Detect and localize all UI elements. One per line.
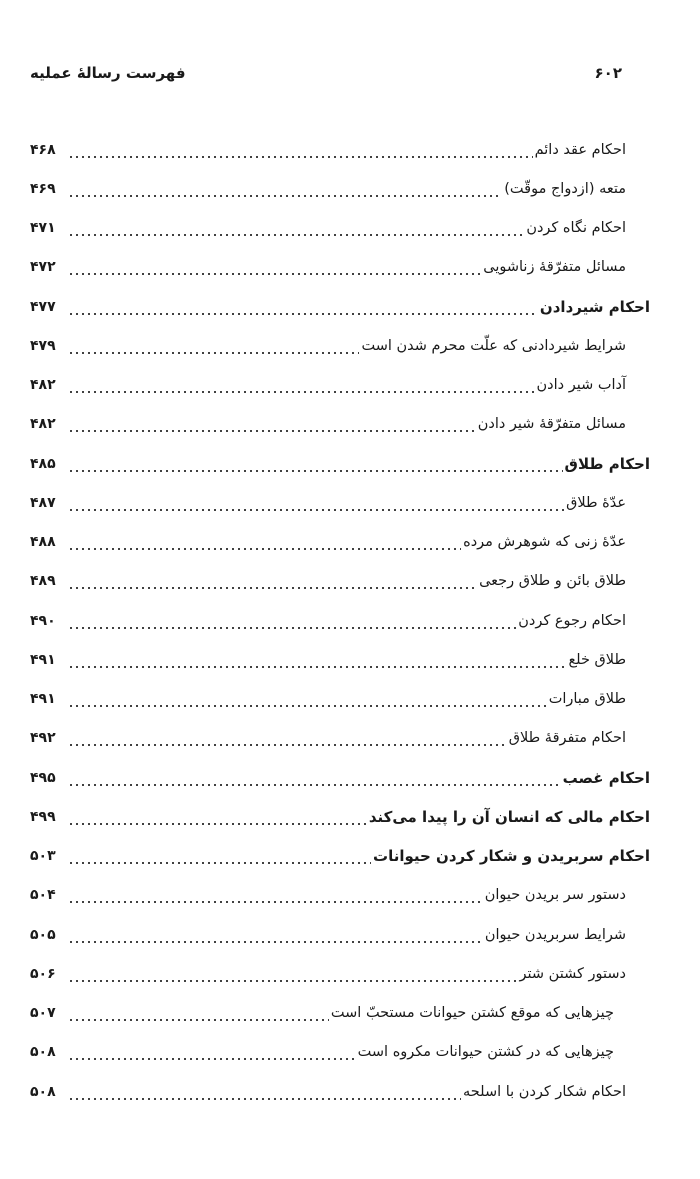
toc-entry-page: ۴۷۲: [30, 259, 56, 276]
dot-leader: [68, 1008, 329, 1022]
dot-leader: [68, 655, 566, 669]
dot-leader: [68, 184, 502, 198]
dot-leader: [68, 262, 481, 276]
dot-leader: [68, 694, 547, 708]
toc-entry-page: ۴۹۹: [30, 808, 56, 825]
toc-entry[interactable]: [30, 994, 650, 1033]
toc-entry-title: احکام شکار کردن با اسلحه: [463, 1083, 626, 1100]
dot-leader: [68, 733, 507, 747]
toc-entry-title: احکام عقد دائم: [534, 141, 626, 158]
toc-entry[interactable]: [30, 601, 650, 640]
dot-leader: [68, 223, 524, 237]
dot-leader: [68, 498, 564, 512]
toc-entry[interactable]: [30, 523, 650, 562]
toc-entry[interactable]: [30, 405, 650, 444]
dot-leader: [68, 1047, 356, 1061]
toc-entry-title: احکام غصب: [562, 768, 650, 787]
toc-entry-page: ۴۹۲: [30, 730, 56, 747]
running-title: فهرست رسالهٔ عملیه: [30, 64, 186, 82]
toc-entry-page: ۴۸۲: [30, 416, 56, 433]
toc-entry-page: ۵۰۵: [30, 926, 56, 943]
toc-entry[interactable]: [30, 248, 650, 287]
toc-entry[interactable]: [30, 562, 650, 601]
toc-entry-page: ۵۰۴: [30, 887, 56, 904]
dot-leader: [68, 302, 538, 316]
toc-entry-title: احکام نگاه کردن: [526, 220, 626, 237]
toc-entry-title: احکام شیردادن: [539, 297, 650, 316]
toc-entry-page: ۴۷۱: [30, 220, 56, 237]
dot-leader: [68, 145, 533, 159]
dot-leader: [68, 419, 476, 433]
toc-entry-page: ۴۷۹: [30, 337, 56, 354]
toc-entry-title: طلاق مبارات: [548, 691, 626, 708]
toc-entry-title: آداب شیر دادن: [536, 377, 626, 394]
toc-entry[interactable]: [30, 954, 650, 993]
toc-entry-title: متعه (ازدواج موقّت): [504, 180, 626, 197]
toc-entry[interactable]: [30, 915, 650, 954]
dot-leader: [68, 576, 477, 590]
toc-entry-title: احکام متفرقهٔ طلاق: [508, 730, 626, 747]
toc-entry-title: چیزهایی که در کشتن حیوانات مکروه است: [357, 1044, 614, 1061]
toc-entry[interactable]: [30, 483, 650, 522]
toc-entry[interactable]: [30, 209, 650, 248]
toc-entry-title: دستور سر بریدن حیوان: [484, 887, 626, 904]
toc-entry-page: ۴۸۵: [30, 455, 56, 472]
dot-leader: [68, 1087, 461, 1101]
toc-entry[interactable]: [30, 758, 650, 797]
toc-entry-page: ۴۹۰: [30, 612, 56, 629]
toc-entry-title: شرایط سربریدن حیوان: [484, 926, 626, 943]
toc-entry-page: ۵۰۸: [30, 1083, 56, 1100]
toc-entry-page: ۴۹۱: [30, 651, 56, 668]
toc-entry[interactable]: [30, 640, 650, 679]
toc-entry-title: طلاق خلع: [568, 651, 626, 668]
dot-leader: [68, 969, 518, 983]
dot-leader: [68, 380, 535, 394]
toc-entry[interactable]: [30, 797, 650, 836]
toc-entry-title: طلاق بائن و طلاق رجعی: [479, 573, 626, 590]
toc-entry-page: ۴۸۷: [30, 494, 56, 511]
toc-entry[interactable]: [30, 876, 650, 915]
toc-entry-title: احکام رجوع کردن: [518, 612, 626, 629]
toc-entry[interactable]: [30, 444, 650, 483]
toc-entry[interactable]: [30, 366, 650, 405]
dot-leader: [68, 812, 367, 826]
toc-entry-page: ۴۷۷: [30, 298, 56, 315]
toc-entry-page: ۵۰۸: [30, 1044, 56, 1061]
toc-entry[interactable]: [30, 680, 650, 719]
dot-leader: [68, 459, 563, 473]
toc-entry-page: ۵۰۳: [30, 848, 56, 865]
toc-entry-page: ۵۰۷: [30, 1005, 56, 1022]
toc-entry[interactable]: [30, 130, 650, 169]
toc-entry-page: ۴۹۵: [30, 769, 56, 786]
toc-entry-title: عدّهٔ زنی که شوهرش مرده: [463, 534, 626, 551]
toc-entry[interactable]: [30, 1072, 650, 1111]
dot-leader: [68, 773, 561, 787]
toc-entry-title: مسائل متفرّقهٔ شیر دادن: [477, 416, 626, 433]
toc-entry-title: احکام طلاق: [564, 454, 650, 473]
toc-entry-page: ۴۶۹: [30, 180, 56, 197]
dot-leader: [68, 537, 461, 551]
toc-entry[interactable]: [30, 326, 650, 365]
dot-leader: [68, 890, 483, 904]
toc-entry[interactable]: [30, 1033, 650, 1072]
toc-entry-page: ۴۶۸: [30, 141, 56, 158]
toc-entry-title: احکام مالی که انسان آن را پیدا می‌کند: [368, 807, 650, 826]
toc-entry-page: ۵۰۶: [30, 965, 56, 982]
table-of-contents: [30, 130, 650, 1111]
toc-entry-title: مسائل متفرّقهٔ زناشویی: [483, 259, 626, 276]
dot-leader: [68, 616, 516, 630]
toc-entry[interactable]: [30, 837, 650, 876]
toc-entry[interactable]: [30, 287, 650, 326]
toc-entry-title: عدّهٔ طلاق: [566, 494, 626, 511]
toc-entry[interactable]: [30, 169, 650, 208]
toc-entry-page: ۴۸۹: [30, 573, 56, 590]
dot-leader: [68, 341, 359, 355]
toc-entry-title: دستور کشتن شتر: [519, 965, 626, 982]
toc-entry[interactable]: [30, 719, 650, 758]
toc-entry-title: احکام سربریدن و شکار کردن حیوانات: [373, 847, 650, 866]
dot-leader: [68, 851, 371, 865]
toc-entry-page: ۴۸۲: [30, 377, 56, 394]
toc-entry-title: چیزهایی که موقع کشتن حیوانات مستحبّ است: [330, 1005, 614, 1022]
toc-entry-title: شرایط شیردادنی که علّت محرم شدن است: [361, 337, 626, 354]
page-header: [30, 58, 652, 88]
toc-entry-page: ۴۹۱: [30, 691, 56, 708]
page-number: ۶۰۲: [594, 64, 622, 82]
toc-entry-page: ۴۸۸: [30, 534, 56, 551]
dot-leader: [68, 930, 483, 944]
